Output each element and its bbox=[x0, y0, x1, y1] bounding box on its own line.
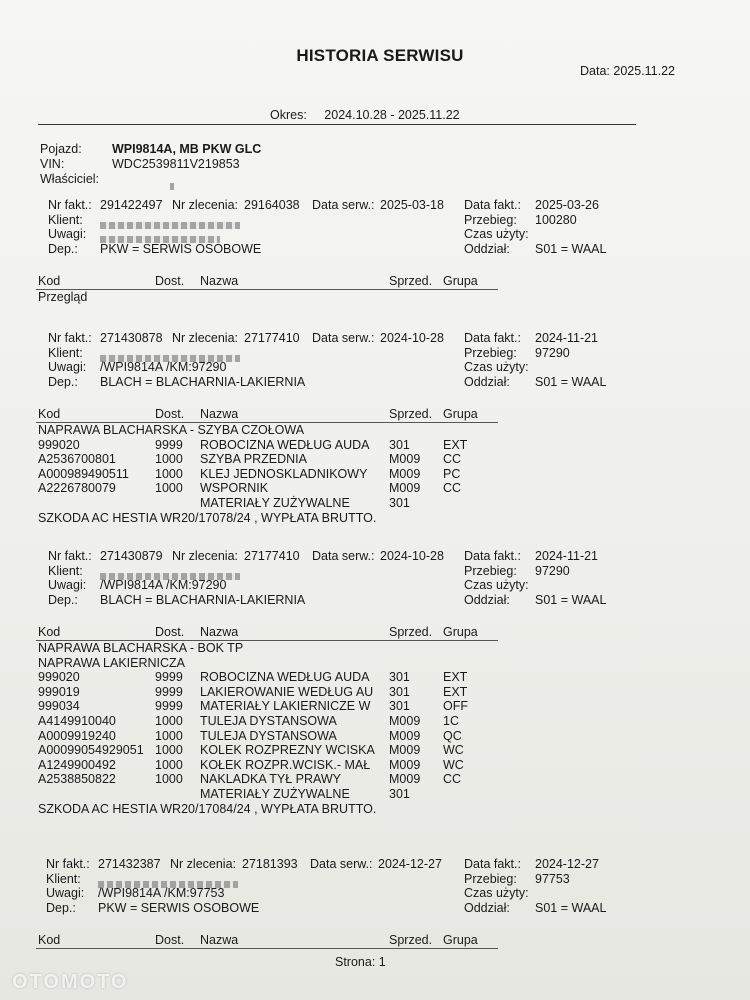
otomoto-watermark: OTOMOTO bbox=[12, 971, 129, 993]
dep-label: Dep.: bbox=[48, 592, 78, 607]
row-kod: Przegląd bbox=[38, 290, 88, 304]
row-grupa: OFF bbox=[443, 699, 468, 714]
dep-value: BLACH = BLACHARNIA-LAKIERNIA bbox=[100, 592, 306, 607]
page-number: 1 bbox=[378, 955, 386, 969]
uwagi-label: Uwagi: bbox=[46, 886, 85, 901]
vin-label: VIN: bbox=[40, 157, 65, 171]
nr-fakt-label: Nr fakt.: bbox=[48, 198, 92, 212]
data-fakt-value: 2024-11-21 bbox=[535, 549, 599, 563]
col-sprzed: Sprzed. bbox=[389, 625, 433, 639]
data-fakt-value: 2024-11-21 bbox=[535, 331, 599, 345]
row-grupa: CC bbox=[443, 481, 462, 496]
report-period bbox=[270, 108, 460, 122]
page-title: HISTORIA SERWISU bbox=[296, 46, 464, 65]
report-date bbox=[580, 64, 675, 78]
col-dost: Dost. bbox=[155, 625, 185, 639]
row-kod: 999020 bbox=[38, 670, 80, 685]
page-label: Strona: bbox=[335, 955, 376, 969]
row-sprzed: 301 bbox=[389, 787, 410, 801]
przebieg-value: 97753 bbox=[535, 871, 570, 886]
data-serw-value: 2024-10-28 bbox=[380, 549, 444, 563]
nr-zlecenia-label: Nr zlecenia: bbox=[172, 549, 238, 563]
col-nazwa: Nazwa bbox=[200, 274, 239, 288]
oddzial-value: S01 = WAAL bbox=[535, 241, 607, 256]
row-kod: A4149910040 bbox=[38, 714, 116, 728]
row-sprzed: M009 bbox=[389, 728, 421, 743]
row-sprzed: M009 bbox=[389, 452, 421, 467]
row-nazwa: KOŁEK ROZPR.WCISK.- MAŁ bbox=[200, 757, 371, 772]
oddzial-value: S01 = WAAL bbox=[535, 592, 607, 607]
row-dost: 9999 bbox=[155, 437, 183, 452]
oddzial-label: Oddział: bbox=[464, 241, 510, 256]
przebieg-value: 100280 bbox=[535, 212, 577, 227]
block-note: SZKODA AC HESTIA WR20/17084/24 , WYPŁATA BRUTTO. bbox=[38, 801, 377, 816]
row-kod: A0009919240 bbox=[38, 728, 116, 743]
row-nazwa: MATERIAŁY LAKIERNICZE W bbox=[200, 699, 371, 714]
row-grupa: PC bbox=[443, 466, 461, 481]
table-header-rule bbox=[36, 289, 498, 290]
pojazd-value: WPI9814A, MB PKW GLC bbox=[112, 142, 262, 156]
data-fakt-label: Data fakt.: bbox=[464, 857, 521, 871]
nr-fakt-label: Nr fakt.: bbox=[48, 331, 92, 345]
row-kod: 999034 bbox=[38, 699, 80, 714]
row-dost: 1000 bbox=[155, 757, 183, 772]
dep-label: Dep.: bbox=[48, 374, 78, 389]
date-label: Data: bbox=[580, 64, 610, 78]
period-value: 2024.10.28 - 2025.11.22 bbox=[324, 108, 460, 122]
data-fakt-label: Data fakt.: bbox=[464, 549, 521, 563]
nr-fakt-value: 271432387 bbox=[98, 857, 161, 871]
uwagi-label: Uwagi: bbox=[48, 227, 87, 242]
row-sprzed: M009 bbox=[389, 466, 421, 481]
row-nazwa: ROBOCIZNA WEDŁUG AUDA bbox=[200, 670, 370, 685]
oddzial-value: S01 = WAAL bbox=[535, 900, 607, 915]
nr-zlecenia-value: 29164038 bbox=[244, 198, 300, 212]
nr-zlecenia-value: 27181393 bbox=[242, 857, 298, 871]
oddzial-label: Oddział: bbox=[464, 900, 510, 915]
row-dost: 9999 bbox=[155, 684, 183, 699]
row-sprzed: M009 bbox=[389, 481, 421, 496]
col-kod: Kod bbox=[38, 625, 61, 639]
oddzial-value: S01 = WAAL bbox=[535, 374, 607, 389]
col-sprzed: Sprzed. bbox=[389, 407, 433, 421]
col-sprzed: Sprzed. bbox=[389, 274, 433, 288]
col-kod: Kod bbox=[38, 407, 61, 421]
row-sprzed: 301 bbox=[389, 684, 410, 699]
row-sprzed: 301 bbox=[389, 670, 410, 685]
block-note: SZKODA AC HESTIA WR20/17078/24 , WYPŁATA BRUTTO. bbox=[38, 510, 377, 525]
czas-uzyty-label: Czas użyty: bbox=[464, 360, 529, 375]
row-kod: A2536700801 bbox=[38, 452, 116, 467]
table-header-rule bbox=[36, 948, 498, 949]
nr-fakt-label: Nr fakt.: bbox=[48, 549, 92, 563]
row-dost: 1000 bbox=[155, 743, 183, 758]
row-sprzed: M009 bbox=[389, 772, 421, 787]
row-nazwa: NAKLADKA TYŁ PRAWY bbox=[200, 772, 342, 787]
row-kod: 999019 bbox=[38, 684, 80, 699]
czas-uzyty-label: Czas użyty: bbox=[464, 886, 529, 901]
row-sprzed: M009 bbox=[389, 743, 421, 758]
row-nazwa: KOLEK ROZPREZNY WCISKA bbox=[200, 743, 375, 758]
row-kod: NAPRAWA BLACHARSKA - BOK TP bbox=[38, 641, 244, 655]
row-sprzed: 301 bbox=[389, 699, 410, 714]
data-serw-label: Data serw.: bbox=[312, 549, 375, 563]
date-value: 2025.11.22 bbox=[613, 64, 676, 78]
row-grupa: CC bbox=[443, 452, 462, 467]
col-kod: Kod bbox=[38, 933, 61, 947]
row-grupa: QC bbox=[443, 728, 462, 743]
row-kod: A000989490511 bbox=[38, 466, 129, 481]
row-sprzed: 301 bbox=[389, 437, 410, 452]
nr-fakt-label: Nr fakt.: bbox=[46, 857, 90, 871]
row-kod: A00099054929051 bbox=[38, 743, 144, 758]
row-grupa: EXT bbox=[443, 684, 468, 699]
row-kod: 999020 bbox=[38, 437, 80, 452]
data-serw-label: Data serw.: bbox=[312, 331, 375, 345]
klient-label: Klient: bbox=[48, 212, 83, 227]
klient-label: Klient: bbox=[48, 563, 83, 578]
oddzial-label: Oddział: bbox=[464, 374, 510, 389]
col-dost: Dost. bbox=[155, 274, 185, 288]
row-kod: NAPRAWA LAKIERNICZA bbox=[38, 655, 186, 670]
przebieg-value: 97290 bbox=[535, 345, 570, 360]
row-dost: 1000 bbox=[155, 714, 183, 728]
data-serw-label: Data serw.: bbox=[312, 198, 375, 212]
col-nazwa: Nazwa bbox=[200, 407, 239, 421]
row-nazwa: LAKIEROWANIE WEDŁUG AU bbox=[200, 684, 374, 699]
col-nazwa: Nazwa bbox=[200, 625, 239, 639]
data-serw-value: 2025-03-18 bbox=[380, 198, 444, 212]
klient-label: Klient: bbox=[46, 871, 81, 886]
row-grupa: WC bbox=[443, 757, 464, 772]
col-dost: Dost. bbox=[155, 407, 185, 421]
row-nazwa: WSPORNIK bbox=[200, 481, 269, 496]
col-grupa: Grupa bbox=[443, 933, 478, 947]
period-label: Okres: bbox=[270, 108, 307, 122]
uwagi-label: Uwagi: bbox=[48, 578, 87, 593]
row-kod: NAPRAWA BLACHARSKA - SZYBA CZOŁOWA bbox=[38, 423, 305, 437]
row-kod: A2538850822 bbox=[38, 772, 116, 787]
owner-label: Właściciel: bbox=[40, 172, 100, 186]
przebieg-value: 97290 bbox=[535, 563, 570, 578]
row-dost: 1000 bbox=[155, 452, 183, 467]
row-kod: A2226780079 bbox=[38, 481, 116, 496]
row-nazwa: TULEJA DYSTANSOWA bbox=[200, 728, 337, 743]
row-nazwa: MATERIAŁY ZUŻYWALNE bbox=[200, 787, 350, 801]
row-grupa: CC bbox=[443, 772, 462, 787]
dep-value: PKW = SERWIS OSOBOWE bbox=[98, 900, 260, 915]
data-fakt-label: Data fakt.: bbox=[464, 331, 521, 345]
uwagi-value: /WPI9814A /KM:97753 bbox=[98, 886, 225, 901]
dep-value: PKW = SERWIS OSOBOWE bbox=[100, 241, 262, 256]
page-footer bbox=[335, 955, 386, 969]
owner-redacted bbox=[170, 178, 174, 196]
row-grupa: 1C bbox=[443, 714, 459, 728]
row-dost: 9999 bbox=[155, 670, 183, 685]
nr-zlecenia-label: Nr zlecenia: bbox=[172, 198, 238, 212]
uwagi-label: Uwagi: bbox=[48, 360, 87, 375]
row-nazwa: TULEJA DYSTANSOWA bbox=[200, 714, 337, 728]
przebieg-label: Przebieg: bbox=[464, 871, 517, 886]
col-grupa: Grupa bbox=[443, 274, 478, 288]
przebieg-label: Przebieg: bbox=[464, 345, 517, 360]
uwagi-value: /WPI9814A /KM:97290 bbox=[100, 360, 227, 375]
data-serw-value: 2024-12-27 bbox=[378, 857, 442, 871]
row-grupa: WC bbox=[443, 743, 464, 758]
row-dost: 1000 bbox=[155, 772, 183, 787]
col-grupa: Grupa bbox=[443, 407, 478, 421]
nr-zlecenia-value: 27177410 bbox=[244, 331, 300, 345]
row-sprzed: M009 bbox=[389, 714, 421, 728]
pojazd-label: Pojazd: bbox=[40, 142, 82, 156]
row-dost: 9999 bbox=[155, 699, 183, 714]
row-nazwa: SZYBA PRZEDNIA bbox=[200, 452, 307, 467]
nr-zlecenia-value: 27177410 bbox=[244, 549, 300, 563]
row-grupa: EXT bbox=[443, 670, 468, 685]
nr-fakt-value: 291422497 bbox=[100, 198, 163, 212]
row-grupa: EXT bbox=[443, 437, 468, 452]
data-serw-value: 2024-10-28 bbox=[380, 331, 444, 345]
dep-label: Dep.: bbox=[46, 900, 76, 915]
data-fakt-value: 2025-03-26 bbox=[535, 198, 599, 212]
dep-value: BLACH = BLACHARNIA-LAKIERNIA bbox=[100, 374, 306, 389]
przebieg-label: Przebieg: bbox=[464, 212, 517, 227]
col-grupa: Grupa bbox=[443, 625, 478, 639]
row-nazwa: KLEJ JEDNOSKLADNIKOWY bbox=[200, 466, 368, 481]
row-kod: A1249900492 bbox=[38, 757, 116, 772]
uwagi-value: /WPI9814A /KM:97290 bbox=[100, 578, 227, 593]
row-nazwa: ROBOCIZNA WEDŁUG AUDA bbox=[200, 437, 370, 452]
klient-label: Klient: bbox=[48, 345, 83, 360]
data-fakt-value: 2024-12-27 bbox=[535, 857, 599, 871]
row-sprzed: 301 bbox=[389, 496, 410, 510]
data-fakt-label: Data fakt.: bbox=[464, 198, 521, 212]
nr-fakt-value: 271430879 bbox=[100, 549, 163, 563]
col-nazwa: Nazwa bbox=[200, 933, 239, 947]
row-dost: 1000 bbox=[155, 481, 183, 496]
col-dost: Dost. bbox=[155, 933, 185, 947]
header-rule bbox=[38, 124, 636, 125]
przebieg-label: Przebieg: bbox=[464, 563, 517, 578]
col-sprzed: Sprzed. bbox=[389, 933, 433, 947]
nr-zlecenia-label: Nr zlecenia: bbox=[172, 331, 238, 345]
czas-uzyty-label: Czas użyty: bbox=[464, 578, 529, 593]
row-dost: 1000 bbox=[155, 728, 183, 743]
nr-fakt-value: 271430878 bbox=[100, 331, 163, 345]
oddzial-label: Oddział: bbox=[464, 592, 510, 607]
vin-value: WDC2539811V219853 bbox=[112, 157, 240, 171]
col-kod: Kod bbox=[38, 274, 61, 288]
nr-zlecenia-label: Nr zlecenia: bbox=[170, 857, 236, 871]
czas-uzyty-label: Czas użyty: bbox=[464, 227, 529, 242]
row-dost: 1000 bbox=[155, 466, 183, 481]
row-sprzed: M009 bbox=[389, 757, 421, 772]
dep-label: Dep.: bbox=[48, 241, 78, 256]
row-nazwa: MATERIAŁY ZUŻYWALNE bbox=[200, 496, 350, 510]
data-serw-label: Data serw.: bbox=[310, 857, 373, 871]
